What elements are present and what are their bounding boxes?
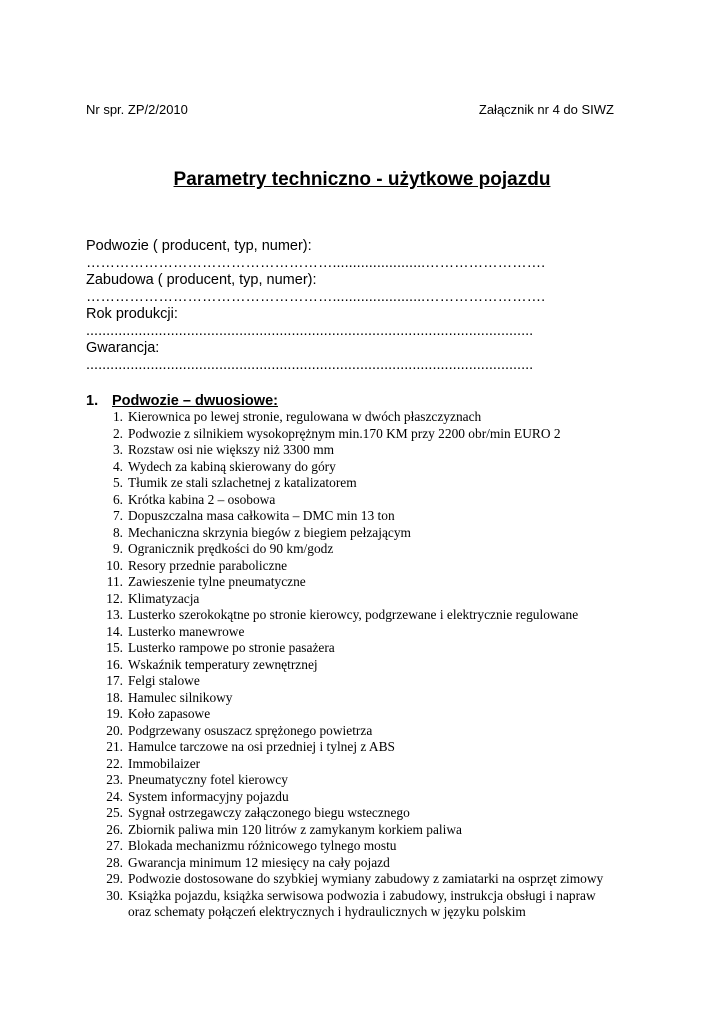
year-label: Rok produkcji: bbox=[86, 306, 178, 322]
list-item bbox=[96, 426, 626, 443]
list-item-number: 23. bbox=[106, 772, 123, 787]
list-item-number: 9. bbox=[112, 541, 123, 556]
list-item-text: Dopuszczalna masa całkowita – DMC min 13 ton bbox=[128, 508, 395, 523]
section-number: 1. bbox=[86, 393, 99, 409]
list-item-text: Zbiornik paliwa min 120 litrów z zamykanym korkiem paliwa bbox=[128, 821, 462, 837]
list-item-text: Podgrzewany osuszacz sprężonego powietrza bbox=[128, 722, 373, 738]
body-fill-line[interactable]: …………………………………………….......................……………………. bbox=[86, 289, 546, 305]
list-item-text: Zawieszenie tylne pneumatyczne bbox=[128, 574, 306, 589]
list-item bbox=[96, 492, 626, 509]
list-item-text: Gwarancja minimum 12 miesięcy na cały pojazd bbox=[128, 854, 390, 870]
list-item-text: Tłumik ze stali szlachetnej z katalizatorem bbox=[128, 475, 357, 490]
list-item-number: 8. bbox=[112, 524, 123, 540]
list-item-number: 20. bbox=[106, 722, 123, 738]
list-item-text: Wskaźnik temperatury zewnętrznej bbox=[128, 656, 318, 672]
list-item-text: Wydech za kabiną skierowany do góry bbox=[128, 458, 336, 474]
list-item-text: Kierownica po lewej stronie, regulowana w dwóch płaszczyznach bbox=[128, 409, 482, 424]
list-item bbox=[96, 805, 626, 822]
list-item-number: 30. bbox=[106, 887, 123, 903]
chassis-fill-line[interactable]: …………………………………………….......................……………………. bbox=[86, 255, 546, 271]
list-item bbox=[96, 673, 626, 690]
list-item-number: 6. bbox=[112, 491, 123, 507]
list-item-number: 14. bbox=[106, 623, 123, 639]
list-item-number: 17. bbox=[106, 673, 123, 688]
list-item-number: 13. bbox=[106, 607, 123, 622]
list-item-text: Sygnał ostrzegawczy załączonego biegu wstecznego bbox=[128, 805, 410, 820]
list-item-text: Rozstaw osi nie większy niż 3300 mm bbox=[128, 442, 335, 457]
list-item bbox=[96, 574, 626, 591]
list-item bbox=[96, 558, 626, 575]
list-item bbox=[96, 723, 626, 740]
list-item-text: Podwozie dostosowane do szybkiej wymiany zabudowy z zamiatarki na osprzęt zimowy bbox=[128, 871, 604, 886]
body-label: Zabudowa ( producent, typ, numer): bbox=[86, 272, 317, 288]
list-item-number: 19. bbox=[106, 706, 123, 721]
list-item-number: 2. bbox=[112, 425, 123, 441]
list-item-number: 5. bbox=[112, 475, 123, 490]
list-item-number: 11. bbox=[106, 574, 123, 589]
list-item bbox=[96, 772, 626, 789]
list-item bbox=[96, 789, 626, 806]
list-item-text: Pneumatyczny fotel kierowcy bbox=[128, 772, 288, 787]
list-item-text: Książka pojazdu, książka serwisowa podwozia i zabudowy, instrukcja obsługi i napraw bbox=[128, 887, 596, 903]
list-item bbox=[96, 475, 626, 492]
list-item bbox=[96, 657, 626, 674]
list-item-number: 27. bbox=[106, 838, 123, 853]
list-item-number: 15. bbox=[106, 640, 123, 655]
list-item-number: 25. bbox=[106, 805, 123, 820]
list-item bbox=[96, 855, 626, 872]
list-item-number: 12. bbox=[106, 590, 123, 606]
list-item-text: Lusterko szerokokątne po stronie kierowcy, podgrzewane i elektrycznie regulowane bbox=[128, 607, 579, 622]
attachment-label: Załącznik nr 4 do SIWZ bbox=[478, 102, 614, 117]
list-item bbox=[96, 822, 626, 839]
list-item bbox=[96, 624, 626, 641]
list-item-text: Immobilaizer bbox=[128, 755, 201, 771]
list-item-number: 29. bbox=[106, 871, 123, 886]
vehicle-form bbox=[86, 238, 566, 374]
list-item-number: 10. bbox=[106, 557, 123, 573]
list-item-number: 24. bbox=[106, 788, 123, 804]
list-item-text: Koło zapasowe bbox=[128, 706, 211, 721]
list-item bbox=[96, 541, 626, 558]
list-item-text: Klimatyzacja bbox=[128, 590, 200, 606]
list-item-number: 26. bbox=[106, 821, 123, 837]
reference-number: Nr spr. ZP/2/2010 bbox=[86, 102, 188, 117]
list-item bbox=[96, 640, 626, 657]
list-item-number: 7. bbox=[112, 508, 123, 523]
list-item bbox=[96, 508, 626, 525]
list-item-text: Podwozie z silnikiem wysokoprężnym min.170 KM przy 2200 obr/min EURO 2 bbox=[128, 425, 561, 441]
list-item-number: 4. bbox=[112, 458, 123, 474]
list-item bbox=[96, 706, 626, 723]
list-item-text: Blokada mechanizmu różnicowego tylnego mostu bbox=[128, 838, 397, 853]
list-item-text: Krótka kabina 2 – osobowa bbox=[128, 491, 276, 507]
list-item-text: Lusterko rampowe po stronie pasażera bbox=[128, 640, 335, 655]
list-item-number: 22. bbox=[106, 755, 123, 771]
warranty-label: Gwarancja: bbox=[86, 340, 160, 356]
list-item bbox=[96, 888, 626, 921]
list-item-text-continued: oraz schematy połączeń elektrycznych i hydraulicznych w języku polskim bbox=[128, 904, 526, 919]
list-item-text: Mechaniczna skrzynia biegów z biegiem pełzającym bbox=[128, 524, 411, 540]
page-title: Parametry techniczno - użytkowe pojazdu bbox=[173, 169, 551, 190]
list-item bbox=[96, 442, 626, 459]
list-item-number: 18. bbox=[106, 689, 123, 705]
list-item-text: System informacyjny pojazdu bbox=[128, 788, 289, 804]
warranty-fill-line[interactable]: ............................................................................................................... bbox=[86, 357, 534, 373]
list-item bbox=[96, 838, 626, 855]
list-item bbox=[96, 739, 626, 756]
section-title: Podwozie – dwuosiowe: bbox=[112, 393, 278, 409]
list-item-number: 3. bbox=[112, 442, 123, 457]
list-item bbox=[96, 459, 626, 476]
list-item-text: Hamulec silnikowy bbox=[128, 689, 233, 705]
section-heading bbox=[86, 393, 278, 409]
list-item-number: 21. bbox=[106, 739, 123, 754]
list-item bbox=[96, 409, 626, 426]
chassis-label: Podwozie ( producent, typ, numer): bbox=[86, 238, 312, 254]
list-item bbox=[96, 607, 626, 624]
list-item bbox=[96, 525, 626, 542]
list-item bbox=[96, 756, 626, 773]
list-item-number: 28. bbox=[106, 854, 123, 870]
requirements-list bbox=[96, 409, 626, 921]
list-item bbox=[96, 690, 626, 707]
list-item-text: Resory przednie paraboliczne bbox=[128, 557, 288, 573]
list-item-text: Felgi stalowe bbox=[128, 673, 200, 688]
list-item-number: 16. bbox=[106, 656, 123, 672]
list-item bbox=[96, 871, 626, 888]
list-item-text: Lusterko manewrowe bbox=[128, 623, 245, 639]
year-fill-line[interactable]: ............................................................................................................... bbox=[86, 323, 534, 339]
list-item bbox=[96, 591, 626, 608]
list-item-number: 1. bbox=[112, 409, 123, 424]
list-item-text: Hamulce tarczowe na osi przedniej i tylnej z ABS bbox=[128, 739, 395, 754]
list-item-text: Ogranicznik prędkości do 90 km/godz bbox=[128, 541, 334, 556]
